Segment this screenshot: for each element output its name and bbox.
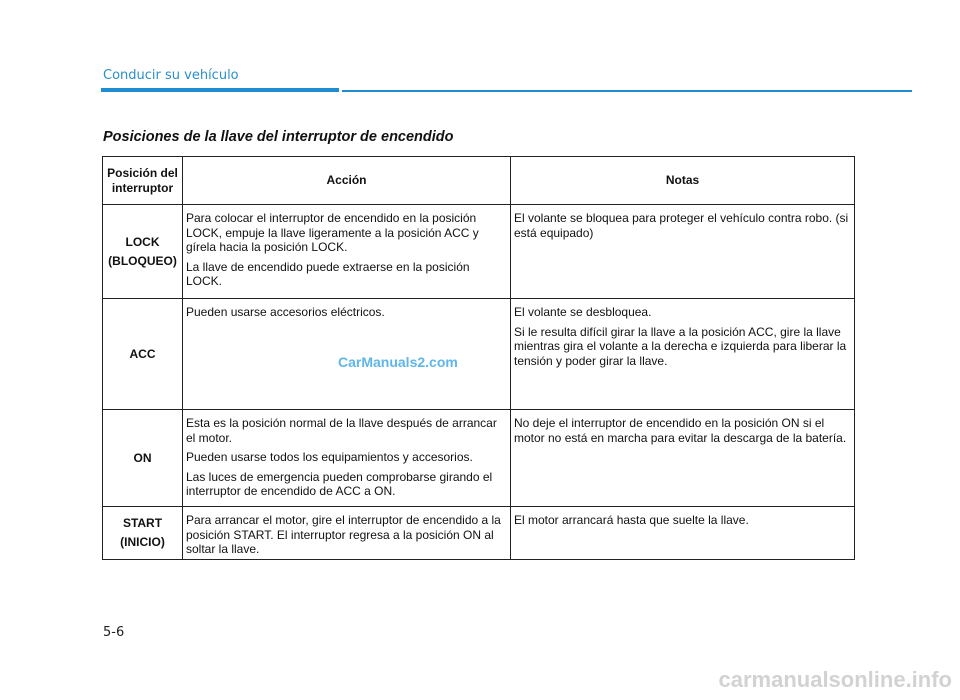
notes-text: El volante se bloquea para proteger el vehículo contra robo. (si está equipado): [514, 211, 849, 240]
table-row: [103, 507, 855, 560]
action-text: Para colocar el interruptor de encendido en la posición LOCK, empuje la llave ligeramente a la posición ACC y gírela hacia la posición LOCK.: [186, 211, 479, 254]
column-header-position: Posición del interruptor: [103, 157, 183, 205]
position-label: ACC: [129, 346, 156, 361]
table-header-row: [103, 157, 855, 205]
page-heading: Posiciones de la llave del interruptor de encendido: [103, 129, 454, 145]
notes-cell: [511, 507, 855, 560]
notes-text: El motor arrancará hasta que suelte la llave.: [514, 513, 749, 527]
notes-text: Si le resulta difícil girar la llave a la posición ACC, gire la llave mientras gira el volante a la derecha e izquierda para liberar la tensión y poder girar la llave.: [514, 324, 847, 368]
action-cell: [183, 410, 511, 507]
position-cell: [103, 410, 183, 507]
action-text: Esta es la posición normal de la llave después de arrancar el motor.: [186, 416, 497, 445]
notes-text: El volante se desbloquea.: [514, 305, 652, 319]
position-cell: [103, 205, 183, 299]
action-text: Las luces de emergencia pueden comprobarse girando el interruptor de encendido de ACC a ON.: [186, 469, 493, 498]
table-row: [103, 299, 855, 410]
ignition-positions-table: [102, 156, 855, 560]
notes-cell: [511, 410, 855, 507]
watermark-link[interactable]: CarManuals2.com: [338, 354, 458, 370]
table-row: [103, 205, 855, 299]
action-text: Pueden usarse todos los equipamientos y accesorios.: [186, 450, 473, 464]
footer-watermark-url: carmanualsonline.info: [718, 667, 952, 692]
header-accent-bar: [101, 88, 339, 92]
position-label: START: [122, 516, 163, 530]
section-title: Conducir su vehículo: [103, 68, 239, 83]
action-cell: [183, 205, 511, 299]
notes-cell: [511, 205, 855, 299]
column-header-action: Acción: [183, 157, 511, 205]
action-text: Pueden usarse accesorios eléctricos.: [186, 305, 385, 319]
column-header-notes: Notas: [511, 157, 855, 205]
notes-cell: [511, 299, 855, 410]
action-text: La llave de encendido puede extraerse en la posición LOCK.: [186, 259, 470, 288]
action-text: Para arrancar el motor, gire el interruptor de encendido a la posición START. El interruptor regresa a la posición ON al soltar la llave.: [186, 513, 501, 556]
action-cell: [183, 507, 511, 560]
position-cell: [103, 507, 183, 560]
notes-text: No deje el interruptor de encendido en la posición ON si el motor no está en marcha para evitar la descarga de la batería.: [514, 416, 847, 445]
table-row: [103, 410, 855, 507]
position-label: ON: [133, 450, 152, 465]
header-rule-line: [342, 90, 912, 92]
position-label: LOCK: [125, 234, 160, 249]
position-label: (INICIO): [120, 535, 165, 549]
position-cell: [103, 299, 183, 410]
position-label: (BLOQUEO): [108, 253, 177, 268]
page-number: 5-6: [103, 625, 125, 640]
